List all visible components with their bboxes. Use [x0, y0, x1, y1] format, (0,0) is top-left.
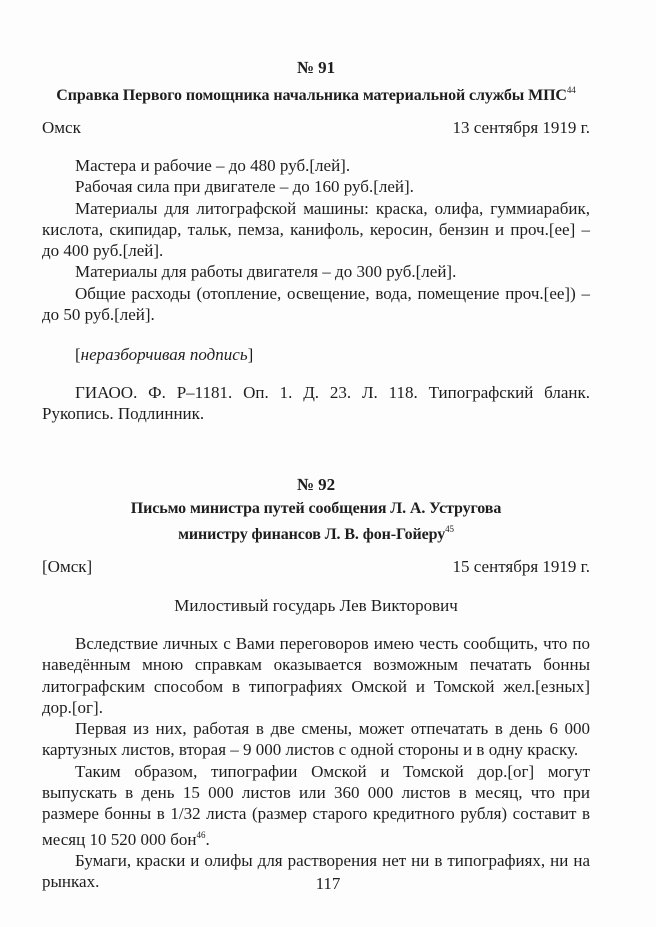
doc92-title-line1: Письмо министра путей сообщения Л. А. Устругова	[130, 500, 502, 517]
footnote-45: 45	[445, 524, 454, 534]
footnote-44: 44	[566, 85, 576, 95]
doc91-date: 13 сентября 1919 г.	[452, 118, 590, 137]
footnote-46: 46	[196, 829, 206, 840]
doc91-item: Материалы для литографской машины: краска, олифа, гуммиарабик, кислота, скипидар, тальк, пемза, канифоль, керосин, бензин и проч.[ее] – до 400 руб.[лей].	[42, 198, 590, 261]
doc92-place-date	[42, 557, 590, 577]
doc92-body	[42, 633, 590, 893]
doc92-number: № 92	[296, 475, 336, 494]
signature-text: неразборчивая подпись	[80, 345, 248, 364]
doc92-paragraph-text: Таким образом, типографии Омской и Томской дор.[ог] могут выпускать в день 15 000 листов или 360 000 листов в месяц, что при размере бонны в 1/32 листа (размер старого кредитного рубля) составит в месяц 10 520 000 бон	[42, 761, 590, 849]
doc91-item: Рабочая сила при двигателе – до 160 руб.[лей].	[75, 177, 414, 197]
page-number: 117	[315, 874, 341, 893]
doc92-paragraph: Бумаги, краски и олифы для растворения нет ни в типографиях, ни на рынках.	[42, 850, 590, 892]
doc92-title	[42, 498, 590, 545]
doc92-paragraph: Вследствие личных с Вами переговоров имею честь сообщить, что по наведённым мною справкам оказывается возможным печатать бонны литографским способом в типографиях Омской и Томской жел.[езных] дор.[ог].	[42, 634, 590, 717]
doc92-title-line2	[42, 519, 590, 545]
doc92-paragraph: Первая из них, работая в две смены, может отпечатать в день 6 000 картузных листов, вторая – 9 000 листов с одной стороны и в одну краску.	[42, 719, 590, 760]
doc91-item: Материалы для работы двигателя – до 300 руб.[лей].	[75, 262, 457, 282]
doc92-date: 15 сентября 1919 г.	[452, 557, 590, 576]
archive-reference: ГИАОО. Ф. Р–1181. Оп. 1. Д. 23. Л. 118. Типографский бланк. Рукопись. Подлинник.	[42, 383, 590, 424]
doc92-salutation: Милостивый государь Лев Викторович	[174, 596, 458, 615]
period: .	[205, 829, 210, 849]
doc91-title	[42, 80, 590, 106]
doc91-items	[42, 155, 590, 325]
doc91-title-text: Справка Первого помощника начальника материальной службы МПС	[56, 87, 567, 104]
doc91-item: Мастера и рабочие – до 480 руб.[лей].	[75, 156, 351, 175]
doc92-title-line2-text: министру финансов Л. В. фон-Гойеру	[178, 526, 446, 543]
doc92-place: [Омск]	[42, 557, 93, 576]
doc91-place-date	[42, 118, 590, 138]
doc91-source	[42, 382, 590, 425]
doc91-item: Общие расходы (отопление, освещение, вода, помещение проч.[ее]) – до 50 руб.[лей].	[42, 283, 590, 325]
doc91-number: № 91	[296, 58, 336, 77]
doc92-paragraph	[42, 761, 590, 850]
doc91-place: Омск	[42, 118, 81, 137]
doc91-signature: [неразборчивая подпись]	[75, 345, 254, 364]
